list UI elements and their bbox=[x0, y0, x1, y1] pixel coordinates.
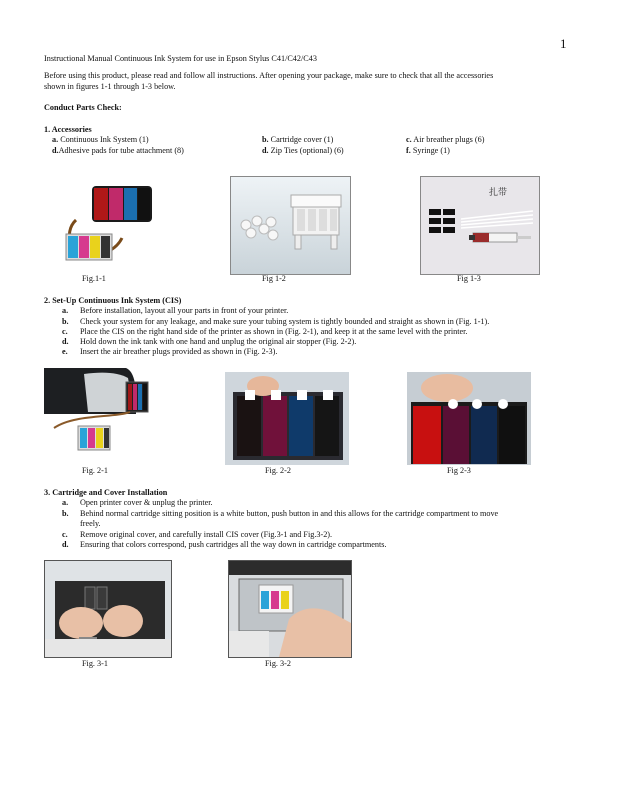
accessory-item: d. Zip Ties (optional) (6) bbox=[262, 146, 344, 155]
figure-caption: Fig 1-3 bbox=[457, 274, 481, 283]
accessory-item: d.Adhesive pads for tube attachment (8) bbox=[52, 146, 184, 155]
figure-2-2-photo bbox=[225, 372, 349, 465]
figure-caption: Fig. 3-2 bbox=[265, 659, 291, 668]
figure-caption: Fig 1-2 bbox=[262, 274, 286, 283]
accessory-item: c. Air breather plugs (6) bbox=[406, 135, 485, 144]
parts-check-heading: Conduct Parts Check: bbox=[44, 103, 122, 112]
install-step-continuation: freely. bbox=[80, 519, 101, 528]
figure-1-2-photo bbox=[230, 176, 351, 275]
figure-3-1-photo bbox=[44, 560, 172, 658]
figure-caption: Fig. 3-1 bbox=[82, 659, 108, 668]
figure-caption: Fig. 2-2 bbox=[265, 466, 291, 475]
figure-3-2-photo bbox=[228, 560, 352, 658]
intro-line-1: Before using this product, please read and follow all instructions. After opening your package, make sure to check that all the accessories bbox=[44, 71, 494, 80]
section-1-heading: 1. Accessories bbox=[44, 125, 92, 134]
figure-caption: Fig.1-1 bbox=[82, 274, 106, 283]
figure-caption: Fig 2-3 bbox=[447, 466, 471, 475]
figure-2-3-photo bbox=[407, 372, 531, 465]
intro-line-2: shown in figures 1-1 through 1-3 below. bbox=[44, 82, 176, 91]
figure-1-1-photo bbox=[62, 178, 170, 270]
zip-tie-label: 扎带 bbox=[489, 188, 508, 198]
accessory-item: a. Continuous Ink System (1) bbox=[52, 135, 149, 144]
figure-1-3-photo bbox=[420, 176, 540, 275]
accessory-item: b. Cartridge cover (1) bbox=[262, 135, 334, 144]
figure-2-1-photo bbox=[44, 368, 152, 462]
section-3-heading: 3. Cartridge and Cover Installation bbox=[44, 488, 168, 497]
page-number: 1 bbox=[560, 36, 567, 51]
figure-caption: Fig. 2-1 bbox=[82, 466, 108, 475]
page-header: Instructional Manual Continuous Ink System for use in Epson Stylus C41/C42/C43 bbox=[44, 54, 317, 63]
accessory-item: f. Syringe (1) bbox=[406, 146, 450, 155]
section-2-heading: 2. Set-Up Continuous Ink System (CIS) bbox=[44, 296, 182, 305]
